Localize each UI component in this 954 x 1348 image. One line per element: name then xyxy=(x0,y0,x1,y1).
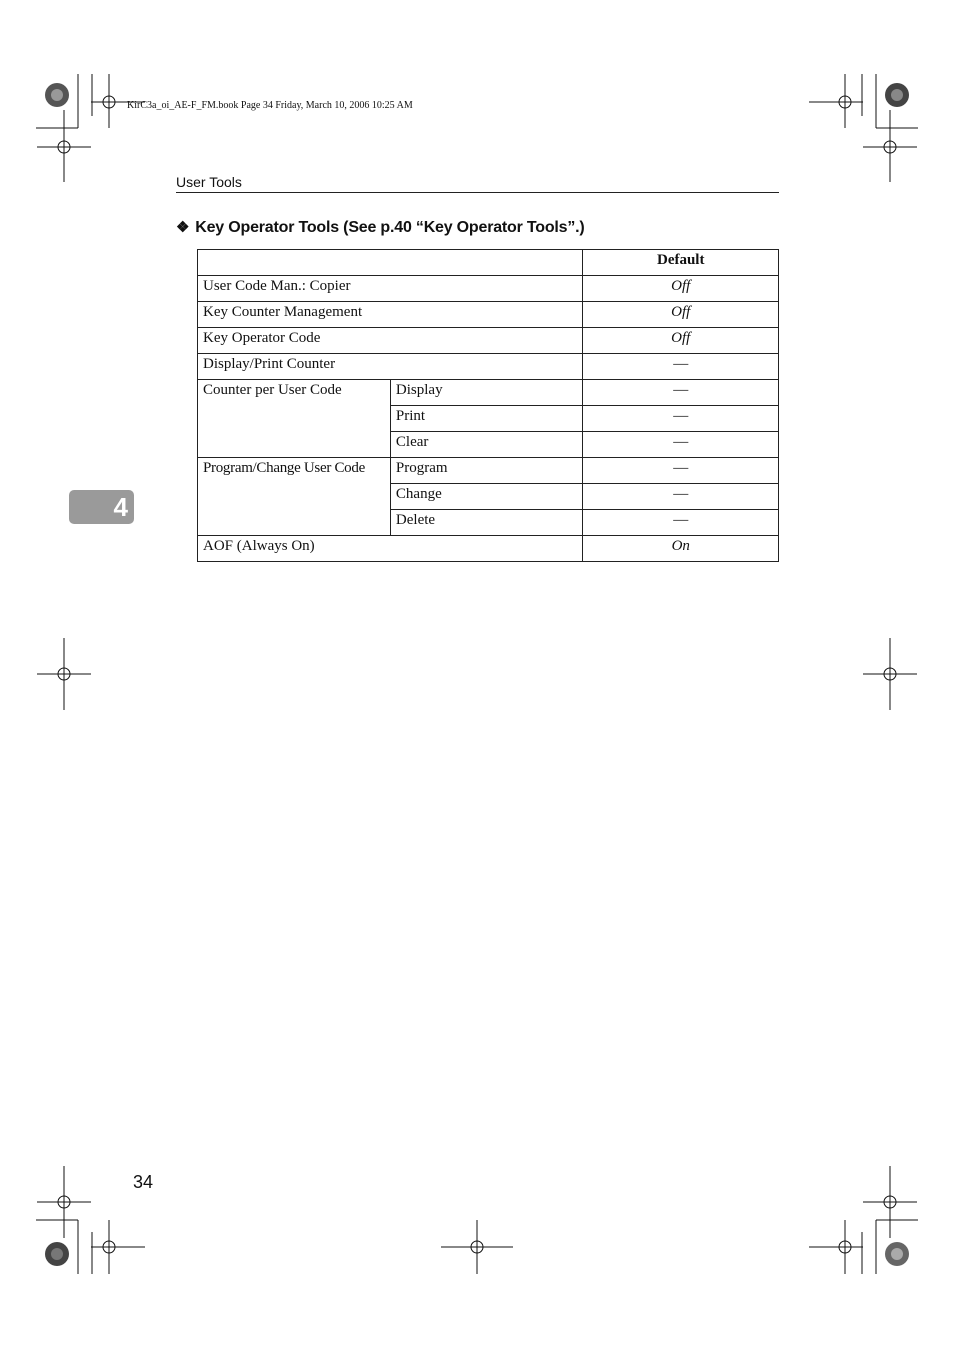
header-blank-cell xyxy=(198,250,583,276)
row-default-value: On xyxy=(583,536,779,562)
running-header: User Tools xyxy=(176,174,242,190)
sub-label: Change xyxy=(390,484,583,510)
header-default: Default xyxy=(583,250,779,276)
sub-label: Delete xyxy=(390,510,583,536)
row-label: Key Operator Code xyxy=(198,328,583,354)
table-row xyxy=(198,458,779,484)
header-rule xyxy=(176,192,779,193)
row-default-value: — xyxy=(583,458,779,484)
row-default-value: Off xyxy=(583,276,779,302)
sub-label: Program xyxy=(390,458,583,484)
key-operator-tools-table xyxy=(197,249,779,562)
row-label: Key Counter Management xyxy=(198,302,583,328)
row-default-value: — xyxy=(583,354,779,380)
row-default-value: Off xyxy=(583,328,779,354)
printer-info-line: KirC3a_oi_AE-F_FM.book Page 34 Friday, March 10, 2006 10:25 AM xyxy=(127,100,413,111)
section-heading-text: Key Operator Tools (See p.40 “Key Operator Tools”.) xyxy=(195,219,585,236)
table-row xyxy=(198,536,779,562)
diamond-bullet-icon: ❖ xyxy=(176,219,190,236)
row-default-value: — xyxy=(583,510,779,536)
sub-label: Print xyxy=(390,406,583,432)
sub-label: Clear xyxy=(390,432,583,458)
row-label: AOF (Always On) xyxy=(198,536,583,562)
section-heading xyxy=(176,218,585,237)
page-number: 34 xyxy=(133,1172,154,1192)
row-default-value: — xyxy=(583,484,779,510)
row-label: Display/Print Counter xyxy=(198,354,583,380)
table-row xyxy=(198,380,779,406)
table-row xyxy=(198,302,779,328)
table-header-row xyxy=(198,250,779,276)
row-default-value: — xyxy=(583,406,779,432)
table-row xyxy=(198,276,779,302)
group-label: Counter per User Code xyxy=(198,380,391,458)
row-default-value: — xyxy=(583,432,779,458)
row-default-value: — xyxy=(583,380,779,406)
chapter-tab: 4 xyxy=(69,490,134,524)
row-default-value: Off xyxy=(583,302,779,328)
sub-label: Display xyxy=(390,380,583,406)
group-label: Program/Change User Code xyxy=(198,458,391,536)
table-row xyxy=(198,328,779,354)
row-label: User Code Man.: Copier xyxy=(198,276,583,302)
table-row xyxy=(198,354,779,380)
